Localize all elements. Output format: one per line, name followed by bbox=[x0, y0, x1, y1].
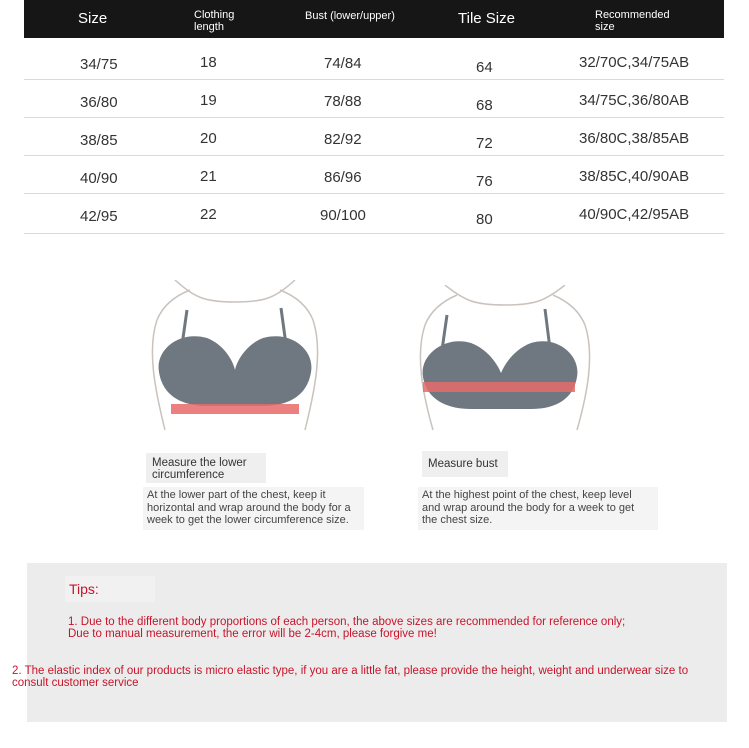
cell-tile: 72 bbox=[476, 135, 493, 152]
header-clothing-length-1: Clothing bbox=[194, 9, 235, 21]
cell-bust: 90/100 bbox=[320, 207, 366, 224]
cell-size: 42/95 bbox=[80, 208, 118, 225]
bra-diagram-lower-band-icon bbox=[135, 280, 335, 440]
tips-title: Tips: bbox=[65, 576, 155, 602]
header-clothing-length-2: length bbox=[194, 21, 224, 33]
label-lower-line1: Measure the lower bbox=[152, 457, 247, 469]
label-lower-line2: circumference bbox=[152, 469, 225, 481]
cell-recommended: 40/90C,42/95AB bbox=[579, 206, 690, 223]
tip-1-line2: Due to manual measurement, the error will be 2-4cm, please forgive me! bbox=[68, 628, 437, 640]
cell-bust: 82/92 bbox=[324, 131, 362, 148]
cell-length: 22 bbox=[200, 206, 217, 223]
table-row bbox=[24, 156, 724, 194]
cell-tile: 64 bbox=[476, 59, 493, 76]
bra-diagram-bust-line-icon bbox=[405, 285, 605, 435]
tip-2-line2: consult customer service bbox=[12, 677, 139, 689]
label-lower-circumference bbox=[146, 453, 266, 483]
cell-tile: 80 bbox=[476, 211, 493, 228]
desc-bust-line1: At the highest point of the chest, keep level bbox=[422, 489, 632, 501]
header-recommended-2: size bbox=[595, 21, 615, 33]
cell-size: 34/75 bbox=[80, 56, 118, 73]
cell-size: 36/80 bbox=[80, 94, 118, 111]
desc-lower-line3: week to get the lower circumference size. bbox=[147, 514, 349, 526]
label-bust-text: Measure bust bbox=[428, 458, 498, 470]
header-tile-size: Tile Size bbox=[458, 10, 515, 27]
cell-bust: 74/84 bbox=[324, 55, 362, 72]
tip-2-line1: 2. The elastic index of our products is micro elastic type, if you are a little fat, please provide the height, weight and underwear size to bbox=[12, 665, 689, 677]
cell-recommended: 36/80C,38/85AB bbox=[579, 130, 690, 147]
header-recommended-1: Recommended bbox=[595, 9, 670, 21]
cell-length: 20 bbox=[200, 130, 217, 147]
cell-bust: 78/88 bbox=[324, 93, 362, 110]
cell-bust: 86/96 bbox=[324, 169, 362, 186]
cell-length: 21 bbox=[200, 168, 217, 185]
tip-1-line1: 1. Due to the different body proportions of each person, the above sizes are recommended for reference only; bbox=[68, 616, 626, 628]
header-bust: Bust (lower/upper) bbox=[305, 10, 395, 22]
header-size: Size bbox=[78, 10, 108, 27]
desc-measure-bust bbox=[418, 487, 658, 530]
cell-tile: 68 bbox=[476, 97, 493, 114]
table-row bbox=[24, 196, 724, 234]
cell-recommended: 38/85C,40/90AB bbox=[579, 168, 690, 185]
cell-length: 18 bbox=[200, 54, 217, 71]
desc-bust-line3: the chest size. bbox=[422, 514, 493, 526]
size-table-header bbox=[24, 0, 724, 38]
cell-length: 19 bbox=[200, 92, 217, 109]
desc-lower-circumference bbox=[143, 487, 364, 530]
desc-lower-line1: At the lower part of the chest, keep it bbox=[147, 489, 326, 501]
label-measure-bust bbox=[422, 451, 508, 477]
cell-recommended: 32/70C,34/75AB bbox=[579, 54, 690, 71]
desc-bust-line2: and wrap around the body for a week to get bbox=[422, 501, 635, 514]
table-row bbox=[24, 42, 724, 80]
cell-recommended: 34/75C,36/80AB bbox=[579, 92, 690, 109]
table-row bbox=[24, 118, 724, 156]
cell-tile: 76 bbox=[476, 173, 493, 190]
desc-lower-line2: horizontal and wrap around the body for a bbox=[147, 501, 351, 514]
table-row bbox=[24, 80, 724, 118]
cell-size: 40/90 bbox=[80, 170, 118, 187]
cell-size: 38/85 bbox=[80, 132, 118, 149]
